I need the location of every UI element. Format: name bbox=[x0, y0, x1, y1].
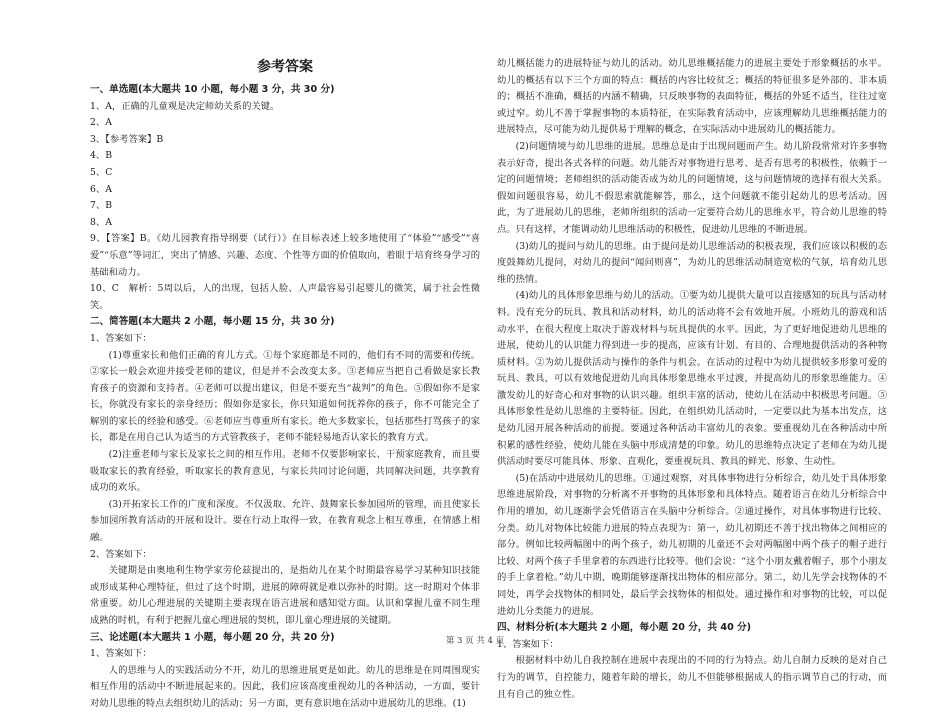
essay-1-para-2: 幼儿概括能力的进展特征与幼儿的活动。幼儿思维概括能力的进展主要处于形象概括的水平。幼儿的概括有以下三个方面的特点：概括的内容比较贫乏；概括的特征很多是外部的、非本质的；概括不准确，概括的内涵不精确，只反映事物的表面特征，概括的外延不适当，往往过宽或过窄。幼儿不善于掌握事物的本质特征，在实际教育活动中，应该理解幼儿思维概括能力的进展特点，尽可能为幼儿提供易于理解的概念，在实际活动中进展幼儿的概括能力。 bbox=[497, 58, 887, 136]
answer-q10: 10、C 解析：5周以后，人的出现，包括人脸、人声最容易引起婴儿的微笑，属于社会性微笑。 bbox=[90, 283, 480, 311]
essay-1-para-4: (3)幼儿的提问与幼儿的思维。由于提问是幼儿思维活动的积极表现，我们应该以积极的态度鼓舞幼儿提问，对幼儿的提问“闻问则喜”，为幼儿的思维活动制造宽松的气氛，培育幼儿思维的热情。 bbox=[497, 240, 887, 285]
essay-1-label: 1、答案如下： bbox=[90, 648, 152, 660]
short-answer-1-para-3: (3)开拓家长工作的广度和深度。不仅汲取、允许、鼓舞家长参加园所的管理，而且使家长参加园所教育活动的开展和设计。要在行动上取得一致，在教育观念上相互尊重，在情感上相融。 bbox=[90, 498, 480, 544]
section-heading-material-analysis: 四、材料分析(本大题共 2 小题，每小题 20 分，共 40 分) bbox=[497, 622, 752, 634]
short-answer-2-para-1: 关键期是由奥地利生物学家劳伦兹提出的，是指幼儿在某个时期最容易学习某种知识技能或形成某种心理特征，但过了这个时期，进展的障碍就是难以弥补的时期。这一时期对个体非常重要。幼儿心理进展的关键期主要表现在语言进展和感知觉方面。认识和掌握儿童不同生理成熟的时机，有利于把握儿童心理进展的契机，即儿童心理进展的关键期。 bbox=[90, 565, 480, 626]
short-answer-1-para-2: (2)注重老师与家长及家长之间的相互作用。老师不仅要影响家长、干预家庭教育，而且要吸取家长的教育经验，听取家长的教育意见，与家长共同讨论问题，共同解决问题，共享教育成功的欢乐。 bbox=[90, 449, 480, 494]
page-footer: 第 3 页 共 4 页 bbox=[445, 636, 505, 646]
essay-1-para-3: (2)问题情境与幼儿思维的进展。思维总是由于出现问题而产生。幼儿阶段常常对许多事物表示好奇，提出各式各样的问题。幼儿能否对事物进行思考、是否有思考的积极性，依赖于一定的问题情境；老师组织的活动能否成为幼儿的问题情境，这与问题情境的选择有很大关系。假如问题很容易，幼儿不假思索就能解答，那么，这个问题就不能引起幼儿的思考活动。因此，为了进展幼儿的思维，老师所组织的活动一定要符合幼儿的思维水平，符合幼儿思维的特点。只有这样，才能调动幼儿思维活动的积极性，促进幼儿思维的不断进展。 bbox=[497, 140, 887, 235]
material-1-label: 1、答案如下： bbox=[497, 638, 559, 650]
answer-q9: 9、【答案】B。《幼儿园教育指导纲要（试行）》在目标表述上较多地使用了“体验”“感受”“喜爱”“乐意”等词汇，突出了情感、兴趣、态度、个性等方面的价值取向，着眼于培育终身学习的基础和动力。 bbox=[90, 233, 480, 278]
short-answer-2-label: 2、答案如下： bbox=[90, 548, 152, 560]
answer-q4: 4、B bbox=[90, 150, 113, 162]
answer-q6: 6、A bbox=[90, 183, 112, 195]
answer-q7: 7、B bbox=[90, 200, 113, 212]
essay-1-para-1: 人的思维与人的实践活动分不开，幼儿的思维进展更是如此。幼儿的思维是在同周围现实相互作用的活动中不断进展起来的。因此，我们应该高度重视幼儿的各种活动，一方面，要针对幼儿思维的特点去组织幼儿的活动；另一方面，更有意识地在活动中进展幼儿的思维。(1) bbox=[90, 664, 480, 709]
right-column bbox=[497, 56, 887, 703]
material-1-para-1: 根据材料中幼儿自我控制在进展中表现出的不同的行为特点。幼儿自制力反映的是对自己行为的调节，自控能力，随着年龄的增长，幼儿不但能够根据成人的指示调节自己的行动，而且有自己的独立性。 bbox=[497, 655, 887, 700]
section-heading-single-choice: 一、单选题(本大题共 10 小题，每小题 3 分，共 30 分) bbox=[90, 84, 335, 95]
answer-q5: 5、C bbox=[90, 166, 113, 178]
essay-1-para-6: (5)在活动中进展幼儿的思维。①通过观察，对具体事物进行分析综合，幼儿处于具体形象思维进展阶段，对事物的分析离不开事物的具体形象和具体特点。随着语言在幼儿分析综合中作用的增加，幼儿逐渐学会凭借语言在头脑中分析综合。②通过操作，对具体事物进行比较、分类。幼儿对物体比较能力进展的特点表现为：第一，幼儿初期还不善于找出物体之间相应的部分。例如比较两幅图中的两个孩子，幼儿初期的儿童还不会对两幅图中两个孩子的帽子进行比较、对两个孩子手里拿着的东西进行比较等。他们会说：“这个小朋友戴着帽子，那个小朋友的手上拿着枪。”幼儿中期，晚期能够逐渐找出物体的相应部分。第二，幼儿先学会找物体的不同处，再学会找物体的相同处，最后学会找物体的相似处。通过操作和对事物的比较，可以促进幼儿分类能力的进展。 bbox=[497, 472, 887, 617]
short-answer-1-label: 1、答案如下： bbox=[90, 332, 152, 344]
essay-1-para-5: (4)幼儿的具体形象思维与幼儿的活动。①要为幼儿提供大量可以直接感知的玩具与活动材料。没有充分的玩具、教具和活动材料，幼儿的活动将不会有效地开展。小班幼儿的游戏和活动水平，在很大程度上取决于游戏材料与玩具提供的水平。因此，为了更好地促进幼儿思维的进展，使幼儿的认识能力得到进一步的提高，应该有计划、有目的、合理地提供活动的各种物质材料。②为幼儿提供活动与操作的条件与机会。在活动的过程中为幼儿提供较多形象可爱的玩具、教具，可以有效地促进幼儿向具体形象思维水平过渡，并提高幼儿的形象思维能力。④激发幼儿的好奇心和对事物的认识兴趣。组织丰富的活动，使幼儿在活动中积极思考问题。⑤具体形象性是幼儿思维的主要特征。因此，在组织幼儿活动时，一定要以此为基本出发点，这是幼儿园开展各种活动的前提。要通过各种活动丰富幼儿的表象。要重视幼儿在各种活动中所积累的感性经验，使幼儿能在头脑中形成清楚的印象。幼儿的思维特点决定了老师在为幼儿提供活动时要尽可能具体、形象、直观化，要重视玩具、教具的鲜光、形象、生动性。 bbox=[497, 290, 887, 468]
answer-q2: 2、A bbox=[90, 117, 112, 129]
short-answer-1-para-1: (1)尊重家长和他们正确的育儿方式。①每个家庭都是不同的，他们有不同的需要和传统。②家长一般会欢迎并接受老师的建议，但是并不会改变太多。③老师应当把自己看做是家长教育孩子的资源和支持者。④老师可以提出建议，但是不要充当“裁判”的角色。⑤假如你不是家长，你就没有家长的亲身经历；假如你是家长，你只知道如何抚养你的孩子，你不可能完全了解别的家长的经验和感受。⑥老师应当尊重所有家长。绝大多数家长，包括那些打骂孩子的家长，都是在用自己认为适当的方式管教孩子，老师不能轻易地否认家长的教育方式。 bbox=[90, 349, 480, 444]
answer-q3: 3、【参考答案】B bbox=[90, 133, 164, 145]
page-title: 参考答案 bbox=[257, 59, 313, 75]
section-heading-essay: 三、论述题(本大题共 1 小题，每小题 20 分，共 20 分) bbox=[90, 631, 335, 643]
answer-q1: 1、A，正确的儿童观是决定师幼关系的关键。 bbox=[90, 100, 280, 112]
section-heading-short-answer: 二、简答题(本大题共 2 小题，每小题 15 分，共 30 分) bbox=[90, 316, 335, 328]
left-column bbox=[90, 82, 480, 713]
answer-q8: 8、A bbox=[90, 216, 112, 228]
